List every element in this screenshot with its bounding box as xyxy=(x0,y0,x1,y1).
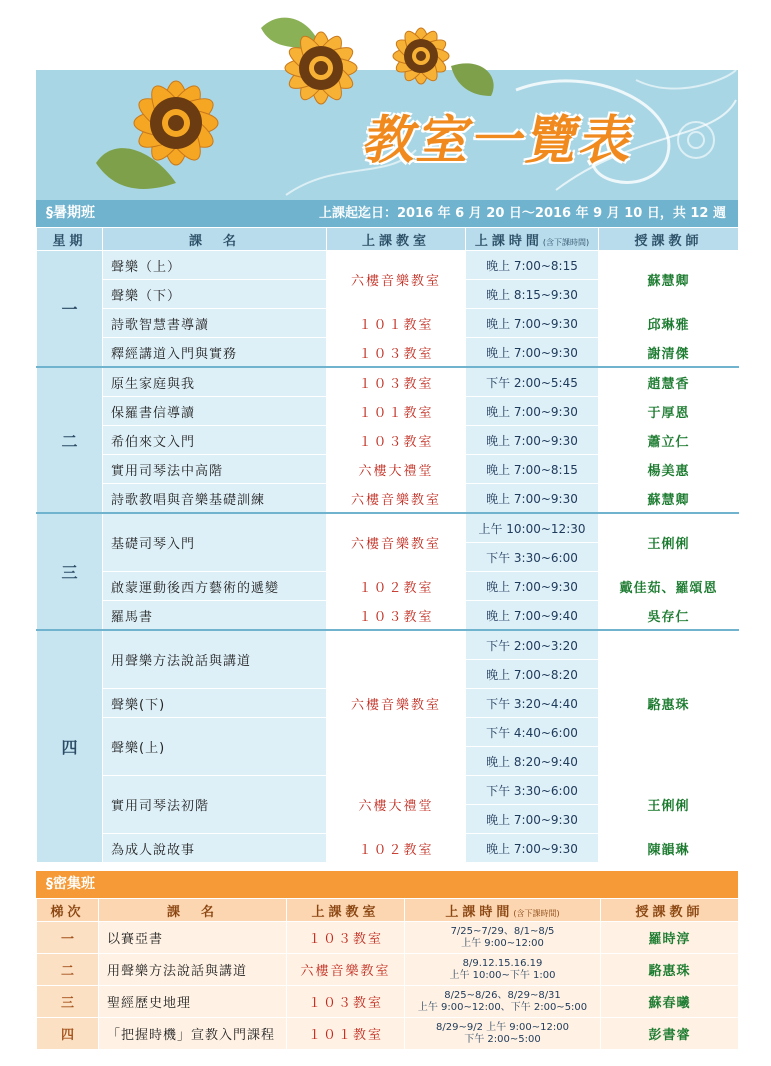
course-cell: 聲樂（下） xyxy=(103,280,327,309)
room-cell: １０２教室 xyxy=(327,572,466,601)
room-cell: １０１教室 xyxy=(287,1018,405,1050)
page-title: 教室一覽表 xyxy=(358,110,642,171)
table-row xyxy=(37,484,739,514)
course-cell: 聲樂(上) xyxy=(103,718,327,776)
room-cell: １０２教室 xyxy=(327,834,466,863)
teacher-cell: 王俐俐 xyxy=(599,513,739,572)
time-cell: 晚上 7:00~9:30 xyxy=(466,309,599,338)
table-header-row xyxy=(37,899,739,922)
course-cell: 以賽亞書 xyxy=(99,922,287,954)
course-cell: 啟蒙運動後西方藝術的遞變 xyxy=(103,572,327,601)
time-cell: 晚上 7:00~8:15 xyxy=(466,251,599,280)
room-cell: 六樓音樂教室 xyxy=(287,954,405,986)
intensive-section-header xyxy=(36,871,738,898)
batch-cell: 一 xyxy=(37,922,99,954)
time-cell: 下午 3:20~4:40 xyxy=(466,689,599,718)
teacher-cell: 謝清傑 xyxy=(599,338,739,368)
time-cell: 下午 4:40~6:00 xyxy=(466,718,599,747)
room-cell: 六樓大禮堂 xyxy=(327,776,466,834)
course-cell: 用聲樂方法說話與講道 xyxy=(99,954,287,986)
course-cell: 聖經歷史地理 xyxy=(99,986,287,1018)
batch-cell: 二 xyxy=(37,954,99,986)
time-cell: 晚上 7:00~9:30 xyxy=(466,484,599,514)
summer-section-header xyxy=(36,200,738,227)
table-row xyxy=(37,630,739,660)
teacher-cell: 陳韻琳 xyxy=(599,834,739,863)
table-row xyxy=(37,367,739,397)
room-cell: １０３教室 xyxy=(327,338,466,368)
sunflower-icon xyxy=(66,8,506,208)
table-row xyxy=(37,601,739,631)
time-line: 8/9.12.15.16.19 xyxy=(462,957,543,969)
table-row xyxy=(37,1018,739,1050)
summer-heading: §暑期班 xyxy=(46,205,95,221)
time-line: 上午 9:00~12:00 xyxy=(461,937,544,949)
time-cell: 晚上 7:00~9:30 xyxy=(466,426,599,455)
room-cell: 六樓大禮堂 xyxy=(327,455,466,484)
course-cell: 實用司琴法中高階 xyxy=(103,455,327,484)
room-cell: １０１教室 xyxy=(327,309,466,338)
time-cell xyxy=(405,922,601,954)
table-row xyxy=(37,455,739,484)
summer-schedule-table xyxy=(36,227,739,863)
teacher-cell: 駱惠珠 xyxy=(601,954,739,986)
time-cell: 晚上 7:00~9:30 xyxy=(466,805,599,834)
course-cell: 希伯來文入門 xyxy=(103,426,327,455)
table-row xyxy=(37,954,739,986)
day-cell: 三 xyxy=(37,513,103,630)
teacher-cell: 邱琳雅 xyxy=(599,309,739,338)
teacher-cell: 蕭立仁 xyxy=(599,426,739,455)
teacher-cell: 于厚恩 xyxy=(599,397,739,426)
course-cell: 實用司琴法初階 xyxy=(103,776,327,834)
table-row xyxy=(37,251,739,280)
summer-period: 上課起迄日：2016 年 6 月 20 日～2016 年 9 月 10 日，共 12 週 xyxy=(318,206,726,221)
table-row xyxy=(37,426,739,455)
table-header-row xyxy=(37,228,739,251)
room-cell: １０３教室 xyxy=(327,601,466,631)
room-cell: 六樓音樂教室 xyxy=(327,630,466,776)
intensive-heading: §密集班 xyxy=(46,876,95,892)
time-line: 下午 2:00~5:00 xyxy=(464,1033,541,1045)
column-header-day: 星期 xyxy=(37,228,103,251)
time-line: 上午 9:00~12:00、下午 2:00~5:00 xyxy=(417,1001,588,1013)
time-cell: 晚上 8:15~9:30 xyxy=(466,280,599,309)
course-cell: 保羅書信導讀 xyxy=(103,397,327,426)
batch-cell: 四 xyxy=(37,1018,99,1050)
teacher-cell: 蘇慧卿 xyxy=(599,251,739,309)
column-header-teacher: 授課教師 xyxy=(599,228,739,251)
room-cell: １０３教室 xyxy=(327,367,466,397)
column-header-time xyxy=(466,228,599,251)
table-row xyxy=(37,834,739,863)
column-header-teacher: 授課教師 xyxy=(601,899,739,922)
teacher-cell: 戴佳茹、羅頌恩 xyxy=(599,572,739,601)
schedule-sheet xyxy=(36,70,738,1052)
room-cell: １０１教室 xyxy=(327,397,466,426)
time-cell xyxy=(405,1018,601,1050)
column-header-course: 課 名 xyxy=(99,899,287,922)
teacher-cell: 蘇慧卿 xyxy=(599,484,739,514)
time-line: 上午 10:00~下午 1:00 xyxy=(449,969,556,981)
time-cell: 下午 3:30~6:00 xyxy=(466,776,599,805)
column-header-room: 上課教室 xyxy=(287,899,405,922)
teacher-cell: 駱惠珠 xyxy=(599,630,739,776)
time-header-label: 上課時間 xyxy=(445,904,514,920)
course-cell: 原生家庭與我 xyxy=(103,367,327,397)
table-row xyxy=(37,572,739,601)
teacher-cell: 吳存仁 xyxy=(599,601,739,631)
room-cell: 六樓音樂教室 xyxy=(327,513,466,572)
time-cell: 晚上 7:00~9:30 xyxy=(466,397,599,426)
table-row xyxy=(37,986,739,1018)
time-header-note: (含下課時間) xyxy=(542,237,590,247)
teacher-cell: 趙慧香 xyxy=(599,367,739,397)
room-cell: １０３教室 xyxy=(287,922,405,954)
course-cell: 詩歌智慧書導讀 xyxy=(103,309,327,338)
room-cell: １０３教室 xyxy=(287,986,405,1018)
course-cell: 基礎司琴入門 xyxy=(103,513,327,572)
time-line: 8/25~8/26、8/29~8/31 xyxy=(444,989,561,1001)
teacher-cell: 王俐俐 xyxy=(599,776,739,834)
time-cell: 下午 2:00~3:20 xyxy=(466,630,599,660)
column-header-room: 上課教室 xyxy=(327,228,466,251)
intensive-schedule-table xyxy=(36,898,739,1050)
teacher-cell: 羅時淳 xyxy=(601,922,739,954)
batch-cell: 三 xyxy=(37,986,99,1018)
table-row xyxy=(37,922,739,954)
column-header-num: 梯次 xyxy=(37,899,99,922)
room-cell: 六樓音樂教室 xyxy=(327,251,466,309)
time-cell: 下午 2:00~5:45 xyxy=(466,367,599,397)
time-cell: 晚上 7:00~9:30 xyxy=(466,834,599,863)
course-cell: 聲樂(下) xyxy=(103,689,327,718)
course-cell: 聲樂（上） xyxy=(103,251,327,280)
time-cell: 晚上 7:00~9:30 xyxy=(466,572,599,601)
teacher-cell: 彭書睿 xyxy=(601,1018,739,1050)
column-header-time xyxy=(405,899,601,922)
course-cell: 「把握時機」宣教入門課程 xyxy=(99,1018,287,1050)
table-row xyxy=(37,513,739,543)
day-cell: 四 xyxy=(37,630,103,863)
time-cell: 晚上 7:00~9:30 xyxy=(466,338,599,368)
time-header-note: (含下課時間) xyxy=(513,908,560,918)
table-row xyxy=(37,776,739,805)
course-cell: 詩歌教唱與音樂基礎訓練 xyxy=(103,484,327,514)
course-cell: 用聲樂方法說話與講道 xyxy=(103,630,327,689)
time-cell: 下午 3:30~6:00 xyxy=(466,543,599,572)
time-cell: 晚上 8:20~9:40 xyxy=(466,747,599,776)
table-row xyxy=(37,397,739,426)
time-line: 8/29~9/2 上午 9:00~12:00 xyxy=(436,1021,569,1033)
time-cell: 上午 10:00~12:30 xyxy=(466,513,599,543)
time-cell: 晚上 7:00~9:40 xyxy=(466,601,599,631)
teacher-cell: 楊美惠 xyxy=(599,455,739,484)
time-cell: 晚上 7:00~8:20 xyxy=(466,660,599,689)
time-cell xyxy=(405,954,601,986)
room-cell: １０３教室 xyxy=(327,426,466,455)
time-header-label: 上課時間 xyxy=(474,233,543,249)
day-cell: 二 xyxy=(37,367,103,513)
time-cell: 晚上 7:00~8:15 xyxy=(466,455,599,484)
time-line: 7/25~7/29、8/1~8/5 xyxy=(450,925,555,937)
course-cell: 為成人說故事 xyxy=(103,834,327,863)
day-cell: 一 xyxy=(37,251,103,368)
course-cell: 羅馬書 xyxy=(103,601,327,631)
table-row xyxy=(37,309,739,338)
course-cell: 釋經講道入門與實務 xyxy=(103,338,327,368)
column-header-course: 課 名 xyxy=(103,228,327,251)
table-row xyxy=(37,338,739,368)
time-cell xyxy=(405,986,601,1018)
room-cell: 六樓音樂教室 xyxy=(327,484,466,514)
teacher-cell: 蘇春曦 xyxy=(601,986,739,1018)
